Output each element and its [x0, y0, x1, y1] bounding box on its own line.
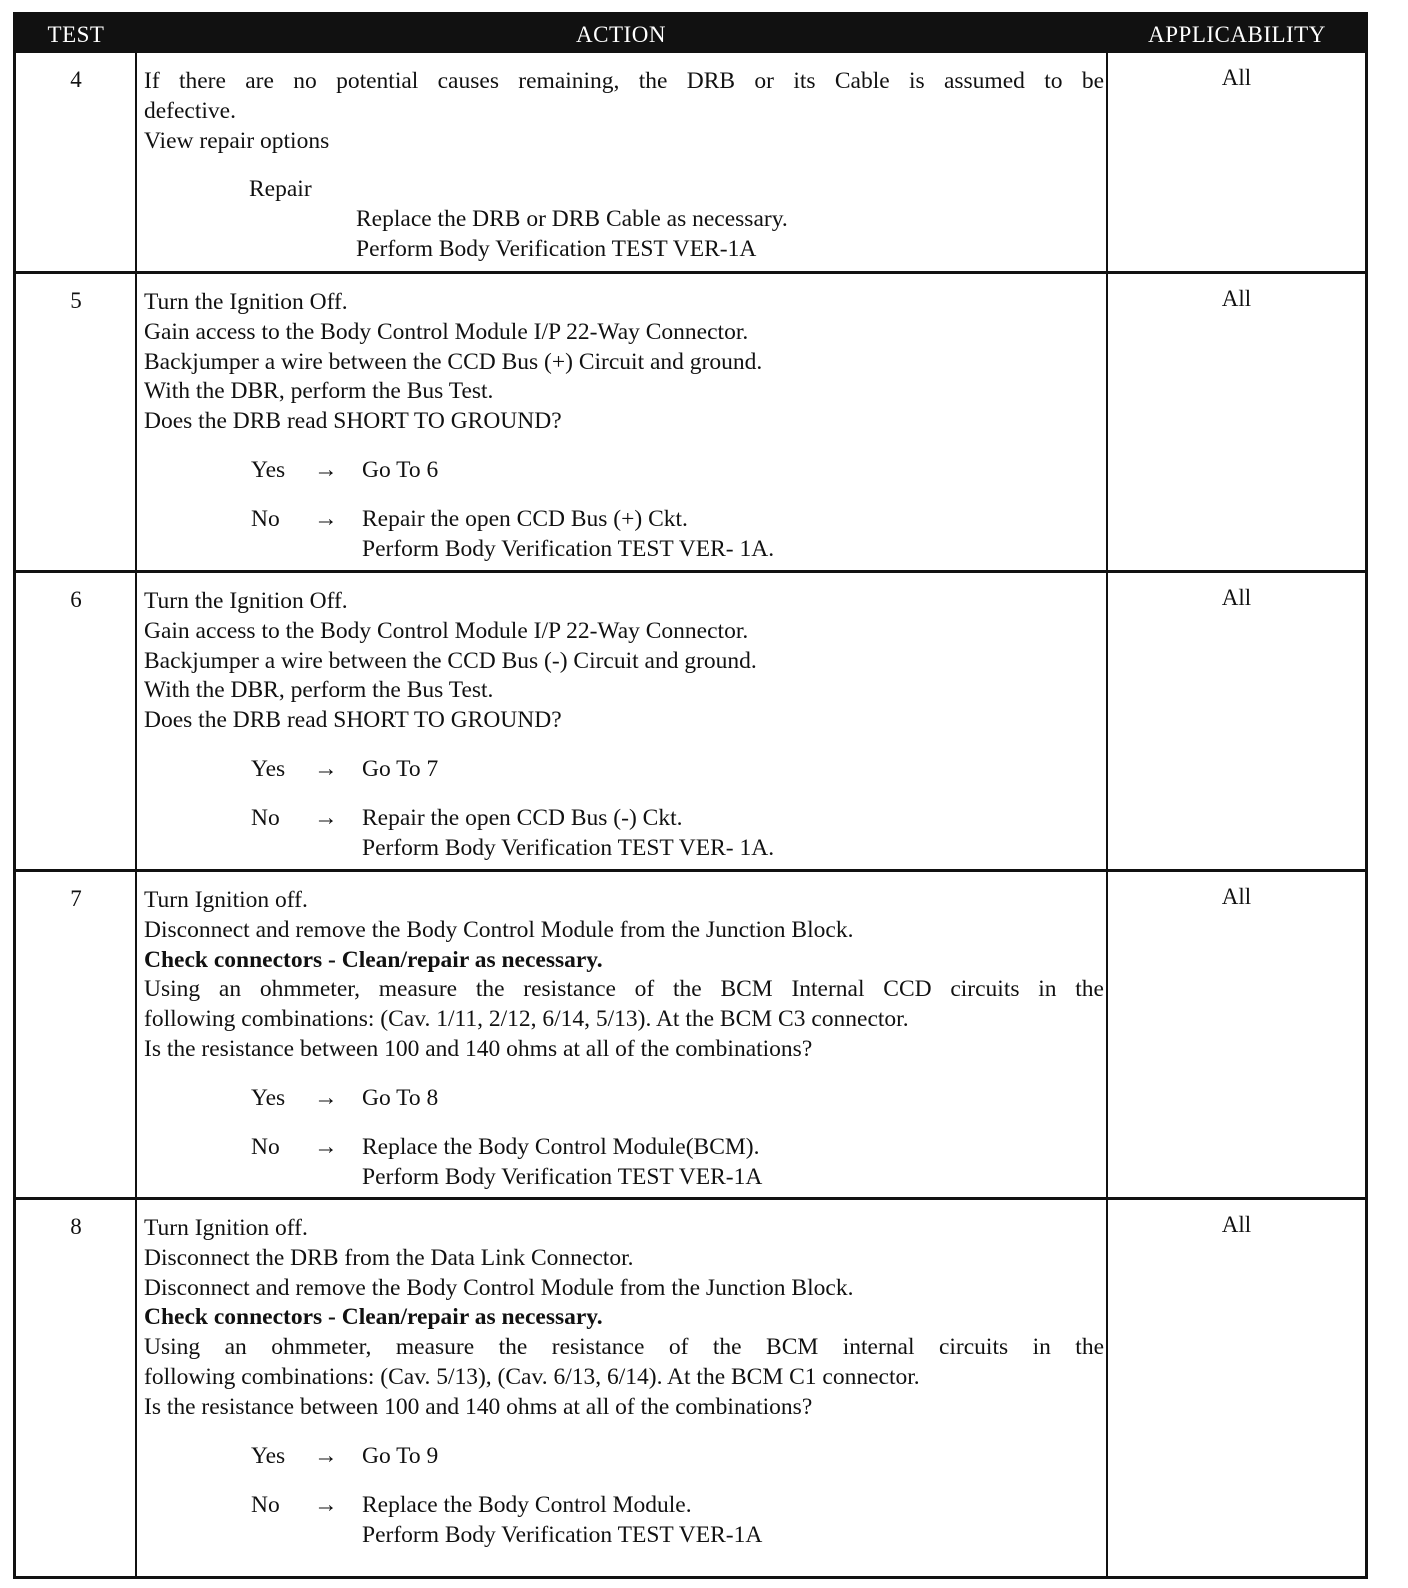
action-line: Disconnect and remove the Body Control Module from the Junction Block. — [144, 916, 854, 943]
column-divider — [1106, 53, 1108, 1576]
table-row — [16, 274, 1365, 573]
action-line: Using an ohmmeter, measure the resistance of the BCM internal circuits in the — [144, 1334, 1104, 1361]
yes-text: Go To 6 — [362, 456, 439, 483]
no-label: No — [251, 804, 280, 831]
applicability-value: All — [1221, 1212, 1252, 1237]
test-number: 4 — [70, 67, 82, 92]
action-cell — [144, 288, 1104, 565]
no-label: No — [251, 1133, 280, 1160]
yes-option — [144, 755, 1104, 785]
action-line: With the DBR, perform the Bus Test. — [144, 378, 494, 405]
no-label: No — [251, 505, 280, 532]
action-cell — [144, 886, 1104, 1193]
table-row — [16, 1200, 1365, 1576]
action-line: With the DBR, perform the Bus Test. — [144, 677, 494, 704]
action-line: Turn the Ignition Off. — [144, 289, 348, 315]
action-line: Gain access to the Body Control Module I/P 22-Way Connector. — [144, 617, 749, 644]
arrow-icon: → — [314, 1084, 338, 1111]
repair-label: Repair — [249, 176, 312, 203]
action-cell — [144, 67, 1104, 265]
header-test: TEST — [47, 22, 105, 47]
arrow-icon: → — [314, 505, 338, 532]
repair-text: Replace the DRB or DRB Cable as necessary. — [356, 206, 788, 233]
yes-text: Go To 9 — [362, 1442, 439, 1469]
action-line: If there are no potential causes remaining, the DRB or its Cable is assumed to be — [144, 68, 1104, 94]
applicability-value: All — [1221, 585, 1252, 610]
arrow-icon: → — [314, 755, 338, 782]
action-line: following combinations: (Cav. 5/13), (Cav. 6/13, 6/14). At the BCM C1 connector. — [144, 1363, 920, 1390]
arrow-icon: → — [314, 1133, 338, 1160]
arrow-icon: → — [314, 456, 338, 483]
no-text-continued: Perform Body Verification TEST VER-1A — [362, 1521, 763, 1548]
action-cell — [144, 587, 1104, 864]
action-line: Turn Ignition off. — [144, 887, 308, 913]
action-bold-line: Check connectors - Clean/repair as necessary. — [144, 1304, 603, 1331]
action-line: Is the resistance between 100 and 140 ohms at all of the combinations? — [144, 1035, 813, 1062]
no-text-continued: Perform Body Verification TEST VER-1A — [362, 1163, 763, 1190]
action-line: Backjumper a wire between the CCD Bus (-) Circuit and ground. — [144, 647, 757, 674]
yes-label: Yes — [251, 456, 286, 483]
action-line: Turn Ignition off. — [144, 1215, 308, 1241]
table-header — [16, 15, 1365, 53]
applicability-value: All — [1221, 286, 1252, 311]
no-text-continued: Perform Body Verification TEST VER- 1A. — [362, 834, 775, 861]
yes-option — [144, 1084, 1104, 1114]
action-line: Disconnect the DRB from the Data Link Connector. — [144, 1244, 634, 1271]
table-row — [16, 872, 1365, 1200]
action-cell — [144, 1214, 1104, 1550]
applicability-value: All — [1221, 65, 1252, 90]
arrow-icon: → — [314, 1442, 338, 1469]
column-divider — [135, 53, 137, 1576]
table-row — [16, 53, 1365, 274]
no-option — [144, 804, 1104, 834]
no-text: Replace the Body Control Module. — [362, 1491, 692, 1518]
applicability-value: All — [1221, 884, 1252, 909]
no-option — [144, 505, 1104, 535]
action-line: Backjumper a wire between the CCD Bus (+) Circuit and ground. — [144, 348, 763, 375]
action-line: defective. — [144, 97, 236, 124]
yes-label: Yes — [251, 755, 286, 782]
action-line: Does the DRB read SHORT TO GROUND? — [144, 707, 562, 734]
action-line: following combinations: (Cav. 1/11, 2/12, 6/14, 5/13). At the BCM C3 connector. — [144, 1006, 909, 1033]
action-line: Gain access to the Body Control Module I/P 22-Way Connector. — [144, 318, 749, 345]
action-bold-line: Check connectors - Clean/repair as necessary. — [144, 946, 603, 973]
action-line: Disconnect and remove the Body Control Module from the Junction Block. — [144, 1274, 854, 1301]
test-number: 6 — [70, 587, 82, 612]
repair-text: Perform Body Verification TEST VER-1A — [356, 235, 757, 262]
test-number: 7 — [70, 886, 82, 911]
no-label: No — [251, 1491, 280, 1518]
yes-option — [144, 456, 1104, 486]
header-action: ACTION — [576, 22, 666, 47]
yes-label: Yes — [251, 1442, 286, 1469]
no-text: Repair the open CCD Bus (+) Ckt. — [362, 505, 688, 532]
action-line: View repair options — [144, 127, 330, 154]
yes-text: Go To 8 — [362, 1084, 439, 1111]
action-line: Is the resistance between 100 and 140 ohms at all of the combinations? — [144, 1393, 813, 1420]
arrow-icon: → — [314, 804, 338, 831]
yes-option — [144, 1442, 1104, 1472]
table-row — [16, 573, 1365, 872]
no-text: Replace the Body Control Module(BCM). — [362, 1133, 760, 1160]
yes-label: Yes — [251, 1084, 286, 1111]
no-text: Repair the open CCD Bus (-) Ckt. — [362, 804, 683, 831]
yes-text: Go To 7 — [362, 755, 439, 782]
test-number: 8 — [70, 1214, 82, 1239]
no-text-continued: Perform Body Verification TEST VER- 1A. — [362, 535, 775, 562]
no-option — [144, 1491, 1104, 1521]
diagnostic-table — [13, 12, 1368, 1579]
no-option — [144, 1133, 1104, 1163]
arrow-icon: → — [314, 1491, 338, 1518]
test-number: 5 — [70, 288, 82, 313]
header-applicability: APPLICABILITY — [1148, 22, 1326, 47]
action-line: Turn the Ignition Off. — [144, 588, 348, 614]
action-line: Does the DRB read SHORT TO GROUND? — [144, 408, 562, 435]
action-line: Using an ohmmeter, measure the resistance of the BCM Internal CCD circuits in the — [144, 976, 1104, 1003]
